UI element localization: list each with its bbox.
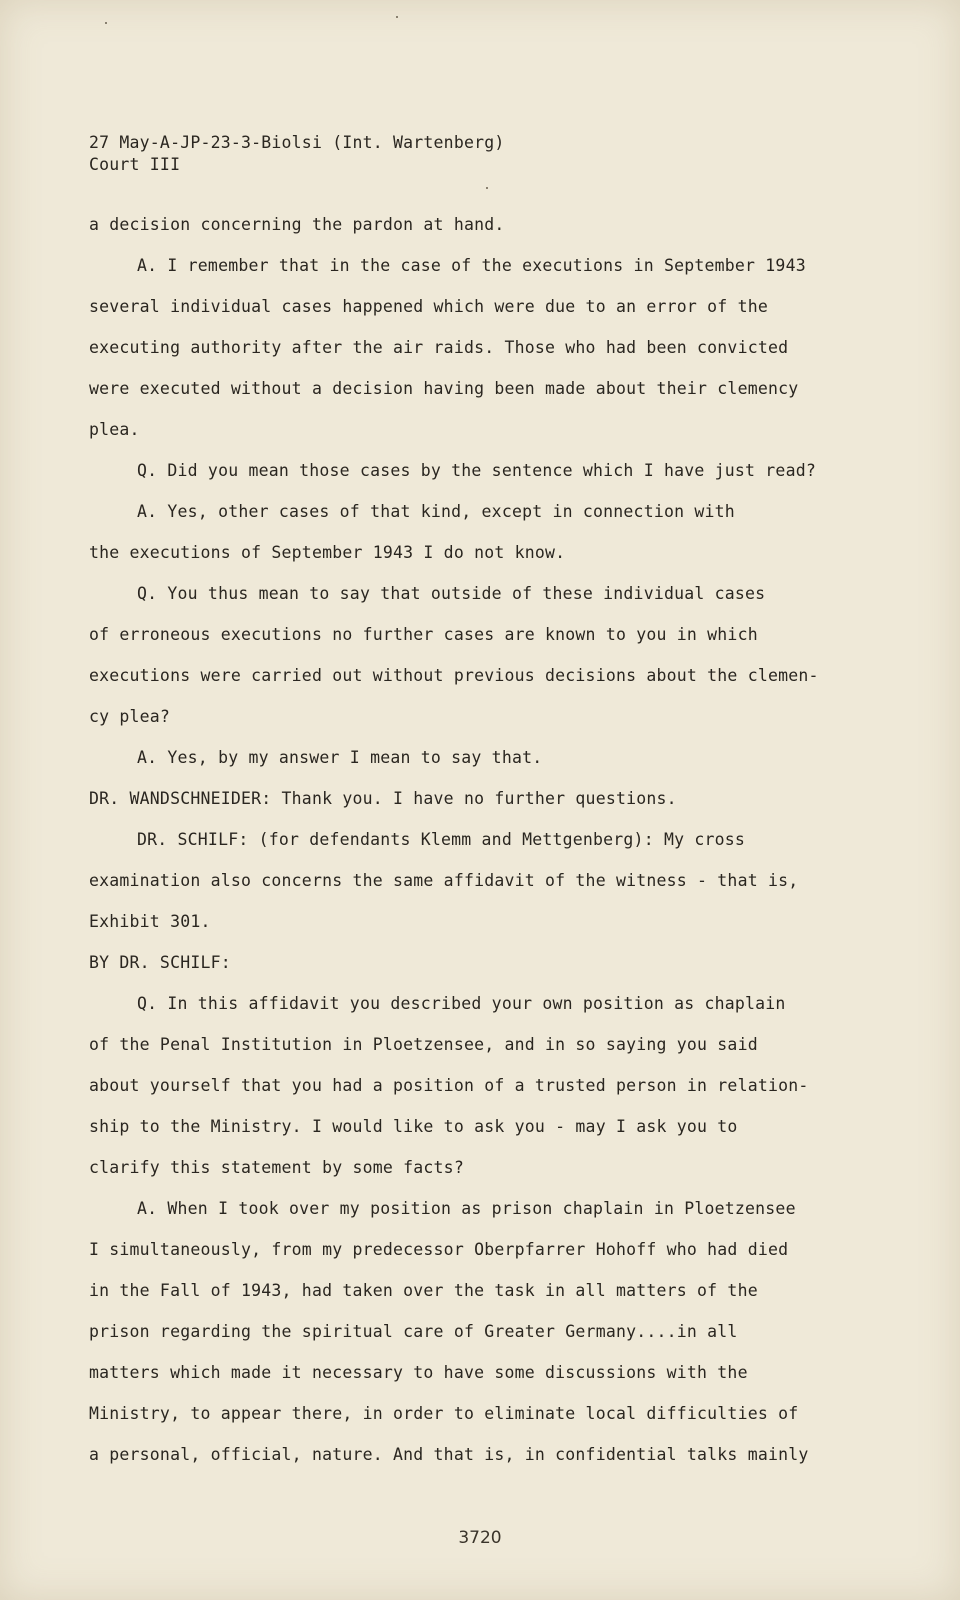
text-line: executions were carried out without previous decisions about the clemen- <box>89 666 819 685</box>
paper-speck <box>105 22 107 24</box>
examiner-heading: BY DR. SCHILF: <box>89 953 231 972</box>
question-line: Q. In this affidavit you described your own position as chaplain <box>137 994 786 1013</box>
question-line: Q. Did you mean those cases by the sentence which I have just read? <box>137 461 816 480</box>
text-line: prison regarding the spiritual care of Greater Germany....in all <box>89 1322 738 1341</box>
text-line: Exhibit 301. <box>89 912 211 931</box>
text-line: plea. <box>89 420 140 439</box>
text-line: cy plea? <box>89 707 171 726</box>
text-line: clarify this statement by some facts? <box>89 1158 464 1177</box>
header-session-line: 27 May-A-JP-23-3-Biolsi (Int. Wartenberg) <box>89 133 505 152</box>
text-line: matters which made it necessary to have some discussions with the <box>89 1363 748 1382</box>
text-line: Ministry, to appear there, in order to eliminate local difficulties of <box>89 1404 799 1423</box>
answer-line: A. Yes, other cases of that kind, except in connection with <box>137 502 735 521</box>
question-line: Q. You thus mean to say that outside of these individual cases <box>137 584 766 603</box>
text-line: I simultaneously, from my predecessor Oberpfarrer Hohoff who had died <box>89 1240 789 1259</box>
speaker-line: DR. WANDSCHNEIDER: Thank you. I have no further questions. <box>89 789 677 808</box>
text-line: ship to the Ministry. I would like to ask you - may I ask you to <box>89 1117 738 1136</box>
text-line: were executed without a decision having been made about their clemency <box>89 379 799 398</box>
answer-line: A. I remember that in the case of the executions in September 1943 <box>137 256 806 275</box>
text-line: of erroneous executions no further cases are known to you in which <box>89 625 758 644</box>
answer-line: A. When I took over my position as prison chaplain in Ploetzensee <box>137 1199 796 1218</box>
speaker-line: DR. SCHILF: (for defendants Klemm and Mettgenberg): My cross <box>137 830 746 849</box>
text-line: executing authority after the air raids. Those who had been convicted <box>89 338 789 357</box>
text-line: a decision concerning the pardon at hand. <box>89 215 505 234</box>
text-line: of the Penal Institution in Ploetzensee, and in so saying you said <box>89 1035 758 1054</box>
answer-line: A. Yes, by my answer I mean to say that. <box>137 748 543 767</box>
text-line: a personal, official, nature. And that is, in confidential talks mainly <box>89 1445 809 1464</box>
paper-speck <box>486 187 488 189</box>
paper-speck <box>396 16 398 18</box>
text-line: about yourself that you had a position of a trusted person in relation- <box>89 1076 809 1095</box>
text-line: several individual cases happened which were due to an error of the <box>89 297 768 316</box>
page-number: 3720 <box>458 1528 502 1548</box>
text-line: the executions of September 1943 I do not know. <box>89 543 566 562</box>
header-court-line: Court III <box>89 155 181 174</box>
text-line: examination also concerns the same affidavit of the witness - that is, <box>89 871 799 890</box>
text-line: in the Fall of 1943, had taken over the task in all matters of the <box>89 1281 758 1300</box>
